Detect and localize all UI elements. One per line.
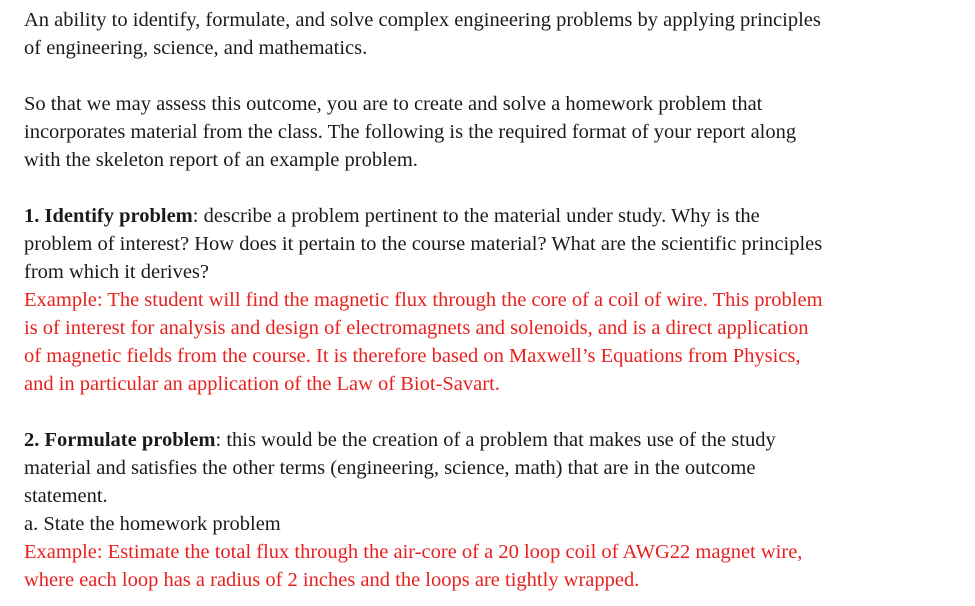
section-heading-rest: : this would be the creation of a problem that makes use of the study (215, 429, 776, 451)
section-heading-line (24, 426, 954, 454)
text-line: of engineering, science, and mathematics. (24, 37, 368, 59)
section-heading-line (24, 202, 954, 230)
document-body (24, 6, 954, 594)
section-formulate-problem (24, 426, 954, 594)
text-line: problem of interest? How does it pertain to the course material? What are the scientific principles (24, 233, 823, 255)
outcome-statement (24, 6, 954, 62)
example-line: Example: Estimate the total flux through the air-core of a 20 loop coil of AWG22 magnet wire, (24, 541, 803, 563)
text-line: material and satisfies the other terms (engineering, science, math) that are in the outcome (24, 457, 756, 479)
text-line: with the skeleton report of an example problem. (24, 149, 418, 171)
example-line: of magnetic fields from the course. It is therefore based on Maxwell’s Equations from Physics, (24, 345, 801, 367)
example-line: is of interest for analysis and design of electromagnets and solenoids, and is a direct application (24, 317, 809, 339)
text-line: from which it derives? (24, 261, 210, 283)
sub-item: a. State the homework problem (24, 513, 281, 535)
paragraph-gap (24, 62, 954, 90)
section-heading: 1. Identify problem (24, 205, 193, 227)
instructions-paragraph (24, 90, 954, 174)
section-identify-problem (24, 202, 954, 398)
paragraph-gap (24, 174, 954, 202)
text-line: incorporates material from the class. The following is the required format of your report along (24, 121, 797, 143)
text-line: So that we may assess this outcome, you are to create and solve a homework problem that (24, 93, 763, 115)
example-line: and in particular an application of the Law of Biot-Savart. (24, 373, 500, 395)
example-line: where each loop has a radius of 2 inches and the loops are tightly wrapped. (24, 569, 640, 591)
section-heading: 2. Formulate problem (24, 429, 216, 451)
text-line: An ability to identify, formulate, and solve complex engineering problems by applying principles (24, 9, 821, 31)
example-line: Example: The student will find the magnetic flux through the core of a coil of wire. This problem (24, 289, 823, 311)
paragraph-gap (24, 398, 954, 426)
text-line: statement. (24, 485, 108, 507)
section-heading-rest: : describe a problem pertinent to the material under study. Why is the (192, 205, 760, 227)
